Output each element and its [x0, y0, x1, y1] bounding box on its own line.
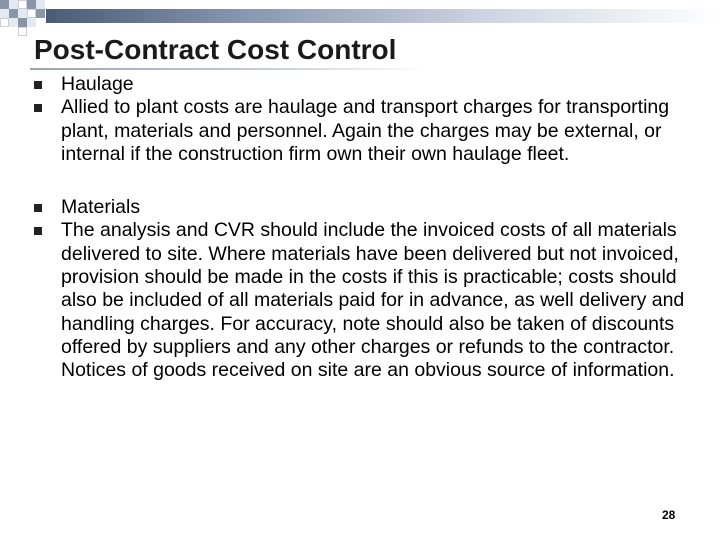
- square-bullet-icon: [34, 204, 42, 212]
- bullet-list: [34, 73, 694, 383]
- bullet-item-materials-heading: [34, 196, 694, 219]
- bullet-item-haulage-heading: [34, 73, 694, 96]
- square-bullet-icon: [34, 227, 42, 235]
- bullet-text: Materials: [61, 196, 141, 219]
- square-bullet-icon: [34, 104, 42, 112]
- bullet-text: Allied to plant costs are haulage and transport charges for transporting plant, materials and personnel. Again the charges may be external, or internal if the construction firm own their own haulage fleet.: [61, 96, 670, 165]
- bullet-item-haulage-body: [34, 96, 694, 166]
- bullet-text: Haulage: [61, 73, 134, 95]
- title-underline: [30, 68, 430, 70]
- slide-title: Post-Contract Cost Control: [34, 34, 397, 65]
- bullet-text: The analysis and CVR should include the invoiced costs of all materials delivered to site. Where materials have been delivered but not invoiced, provision should be made in the costs if this is practicable; costs should also be included of all materials paid for in advance, as well delivery and handling charges. For accuracy, note should also be taken of discounts offered by suppliers and any other charges or refunds to the contractor. Notices of goods received on site are an obvious source of information.: [61, 219, 685, 382]
- square-bullet-icon: [34, 81, 42, 89]
- page-number: 28: [662, 508, 676, 522]
- header-gradient-bar: [46, 9, 720, 23]
- bullet-item-materials-body: [34, 219, 694, 382]
